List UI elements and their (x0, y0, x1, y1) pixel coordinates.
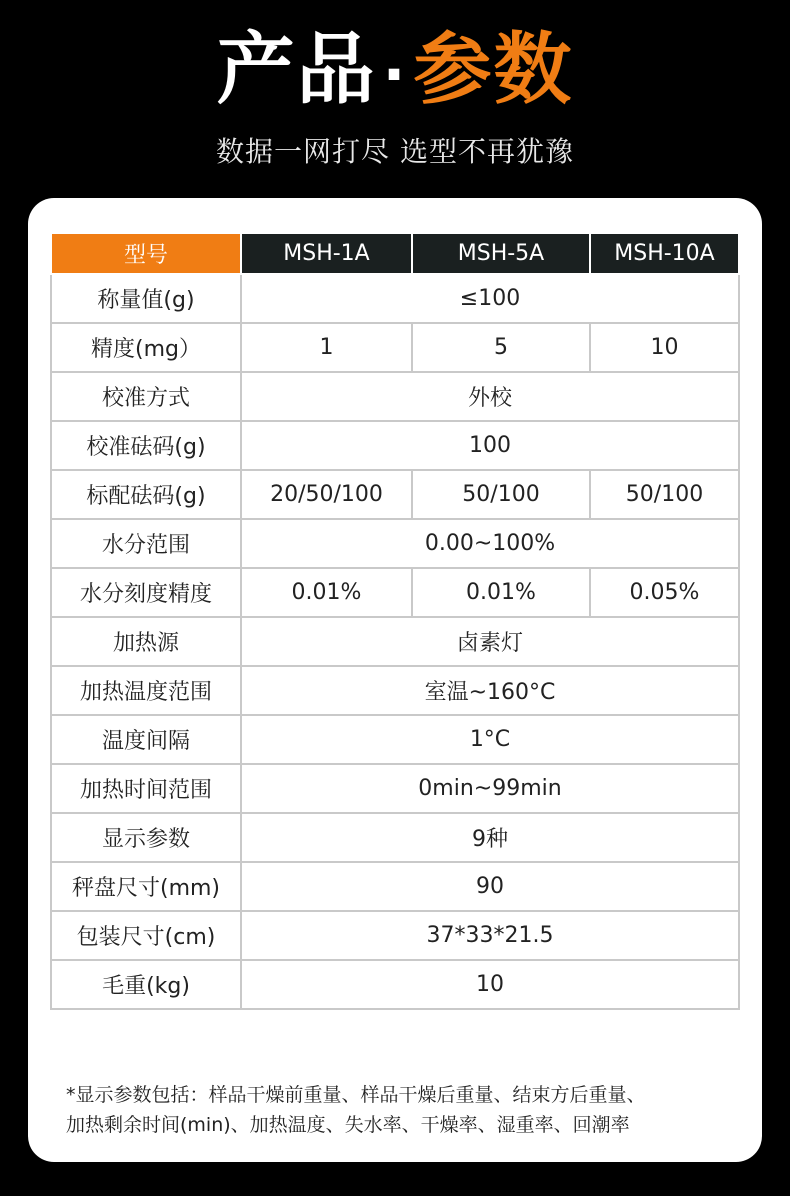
footnote-line: 加热剩余时间(min)、加热温度、失水率、干燥率、湿重率、回潮率 (66, 1114, 630, 1136)
model-column-header: MSH-1A (241, 233, 412, 274)
row-value: 0.00~100% (241, 519, 739, 568)
page-subtitle: 数据一网打尽 选型不再犹豫 (216, 135, 574, 168)
model-column-header: MSH-10A (590, 233, 739, 274)
table-row (51, 274, 739, 323)
row-value: 室温~160°C (241, 666, 739, 715)
row-label: 加热源 (51, 617, 241, 666)
spec-table (50, 232, 740, 1010)
title-white-part: 产品 (216, 25, 377, 115)
row-value: 1 (241, 323, 412, 372)
row-label: 校准砝码(g) (51, 421, 241, 470)
row-value: 9种 (241, 813, 739, 862)
footnote-line: *显示参数包括：样品干燥前重量、样品干燥后重量、结束方后重量、 (66, 1084, 646, 1106)
row-label: 温度间隔 (51, 715, 241, 764)
row-value: 10 (241, 960, 739, 1009)
row-label: 称量值(g) (51, 274, 241, 323)
title-separator-dot: · (382, 39, 408, 110)
row-label: 精度(mg） (51, 323, 241, 372)
row-label: 水分范围 (51, 519, 241, 568)
table-row (51, 421, 739, 470)
row-label: 包装尺寸(cm) (51, 911, 241, 960)
row-label: 校准方式 (51, 372, 241, 421)
row-value: 0min~99min (241, 764, 739, 813)
row-label: 加热温度范围 (51, 666, 241, 715)
table-row (51, 617, 739, 666)
row-label: 水分刻度精度 (51, 568, 241, 617)
table-row (51, 960, 739, 1009)
title-orange-part: 参数 (413, 25, 574, 115)
table-row (51, 813, 739, 862)
row-value: 0.01% (241, 568, 412, 617)
model-label-header: 型号 (51, 233, 241, 274)
row-value: 50/100 (412, 470, 590, 519)
table-row (51, 862, 739, 911)
row-label: 毛重(kg) (51, 960, 241, 1009)
row-label: 标配砝码(g) (51, 470, 241, 519)
row-value: 1°C (241, 715, 739, 764)
row-value: 0.05% (590, 568, 739, 617)
table-row (51, 715, 739, 764)
row-value: 5 (412, 323, 590, 372)
row-value: ≤100 (241, 274, 739, 323)
table-row (51, 666, 739, 715)
row-value: 90 (241, 862, 739, 911)
table-row (51, 568, 739, 617)
spec-table-body (51, 274, 739, 1009)
row-label: 显示参数 (51, 813, 241, 862)
table-row (51, 519, 739, 568)
row-value: 卤素灯 (241, 617, 739, 666)
table-row (51, 372, 739, 421)
row-value: 0.01% (412, 568, 590, 617)
table-row (51, 764, 739, 813)
table-row (51, 470, 739, 519)
row-value: 20/50/100 (241, 470, 412, 519)
row-value: 37*33*21.5 (241, 911, 739, 960)
page-title (0, 20, 790, 125)
row-value: 外校 (241, 372, 739, 421)
model-column-header: MSH-5A (412, 233, 590, 274)
table-row (51, 911, 739, 960)
row-label: 秤盘尺寸(mm) (51, 862, 241, 911)
table-header-row (51, 233, 739, 274)
table-row (51, 323, 739, 372)
row-label: 加热时间范围 (51, 764, 241, 813)
row-value: 10 (590, 323, 739, 372)
row-value: 50/100 (590, 470, 739, 519)
footnote (66, 1080, 746, 1140)
row-value: 100 (241, 421, 739, 470)
